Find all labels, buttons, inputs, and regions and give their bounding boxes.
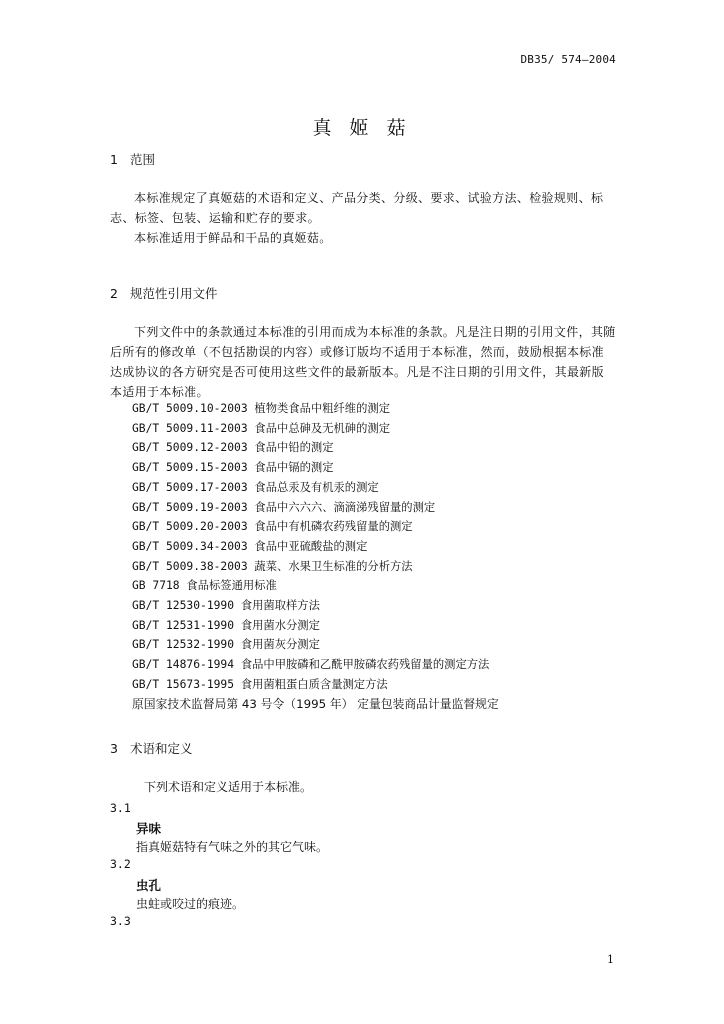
term-clause-number: 3.2 [110, 857, 131, 871]
section-2-number: 2 [110, 286, 118, 301]
term-definition: 虫蛀或咬过的痕迹。 [136, 897, 245, 911]
section-1-paragraph-1: 本标准规定了真姬菇的术语和定义、产品分类、分级、要求、试验方法、检验规则、标志、标签、包装、运输和贮存的要求。 [110, 191, 604, 225]
section-1-number: 1 [110, 152, 118, 167]
reference-item: GB/T 5009.19-2003 食品中六六六、滴滴涕残留量的测定 [132, 500, 436, 514]
reference-item: GB/T 5009.12-2003 食品中铅的测定 [132, 441, 334, 455]
section-3-heading [110, 739, 193, 757]
reference-item: GB/T 15673-1995 食用菌粗蛋白质含量测定方法 [132, 677, 388, 691]
section-2-heading [110, 284, 218, 302]
reference-item: GB/T 12532-1990 食用菌灰分测定 [132, 638, 320, 652]
section-2-paragraph: 下列文件中的条款通过本标准的引用而成为本标准的条款。凡是注日期的引用文件，其随后所有的修改单（不包括勘误的内容）或修订版均不适用于本标准，然而，鼓励根据本标准达成协议的各方研究是否可使用这些文件的最新版本。凡是不注日期的引用文件，其最新版本适用于本标准。 [110, 325, 616, 399]
document-title: 真 姬 菇 [312, 117, 412, 139]
standard-number: DB35/ 574—2004 [520, 53, 616, 66]
term-name: 虫孔 [136, 878, 162, 893]
reference-item: GB/T 12530-1990 食用菌取样方法 [132, 599, 320, 613]
section-2-title: 规范性引用文件 [130, 286, 218, 301]
reference-item: GB/T 5009.38-2003 蔬菜、水果卫生标准的分析方法 [132, 559, 413, 573]
term-clause-number: 3.1 [110, 801, 131, 815]
reference-item: GB/T 12531-1990 食用菌水分测定 [132, 618, 320, 632]
reference-item: GB/T 5009.11-2003 食品中总砷及无机砷的测定 [132, 421, 390, 435]
section-1-title: 范围 [130, 152, 156, 167]
term-definition: 指真姬菇特有气味之外的其它气味。 [136, 840, 329, 854]
reference-item: GB 7718 食品标签通用标准 [132, 579, 277, 593]
normative-reference-list [132, 399, 499, 714]
section-3-number: 3 [110, 741, 118, 756]
section-1-paragraph-2: 本标准适用于鲜品和干品的真姬菇。 [134, 231, 332, 245]
reference-item: GB/T 5009.34-2003 食品中亚硫酸盐的测定 [132, 539, 368, 553]
section-3-title: 术语和定义 [130, 741, 193, 756]
term-name: 异味 [136, 821, 162, 836]
term-clause-number: 3.3 [110, 914, 131, 928]
reference-item: 原国家技术监督局第 43 号令（1995 年） 定量包装商品计量监督规定 [132, 696, 499, 711]
reference-item: GB/T 5009.17-2003 食品总汞及有机汞的测定 [132, 480, 379, 494]
page-number: 1 [607, 953, 614, 966]
reference-item: GB/T 5009.15-2003 食品中镉的测定 [132, 461, 334, 475]
reference-item: GB/T 5009.10-2003 植物类食品中粗纤维的测定 [132, 402, 390, 415]
reference-item: GB/T 5009.20-2003 食品中有机磷农药残留量的测定 [132, 520, 413, 534]
reference-item: GB/T 14876-1994 食品中甲胺磷和乙酰甲胺磷农药残留量的测定方法 [132, 658, 490, 672]
section-3-intro: 下列术语和定义适用于本标准。 [144, 780, 313, 794]
section-1-heading [110, 150, 155, 168]
